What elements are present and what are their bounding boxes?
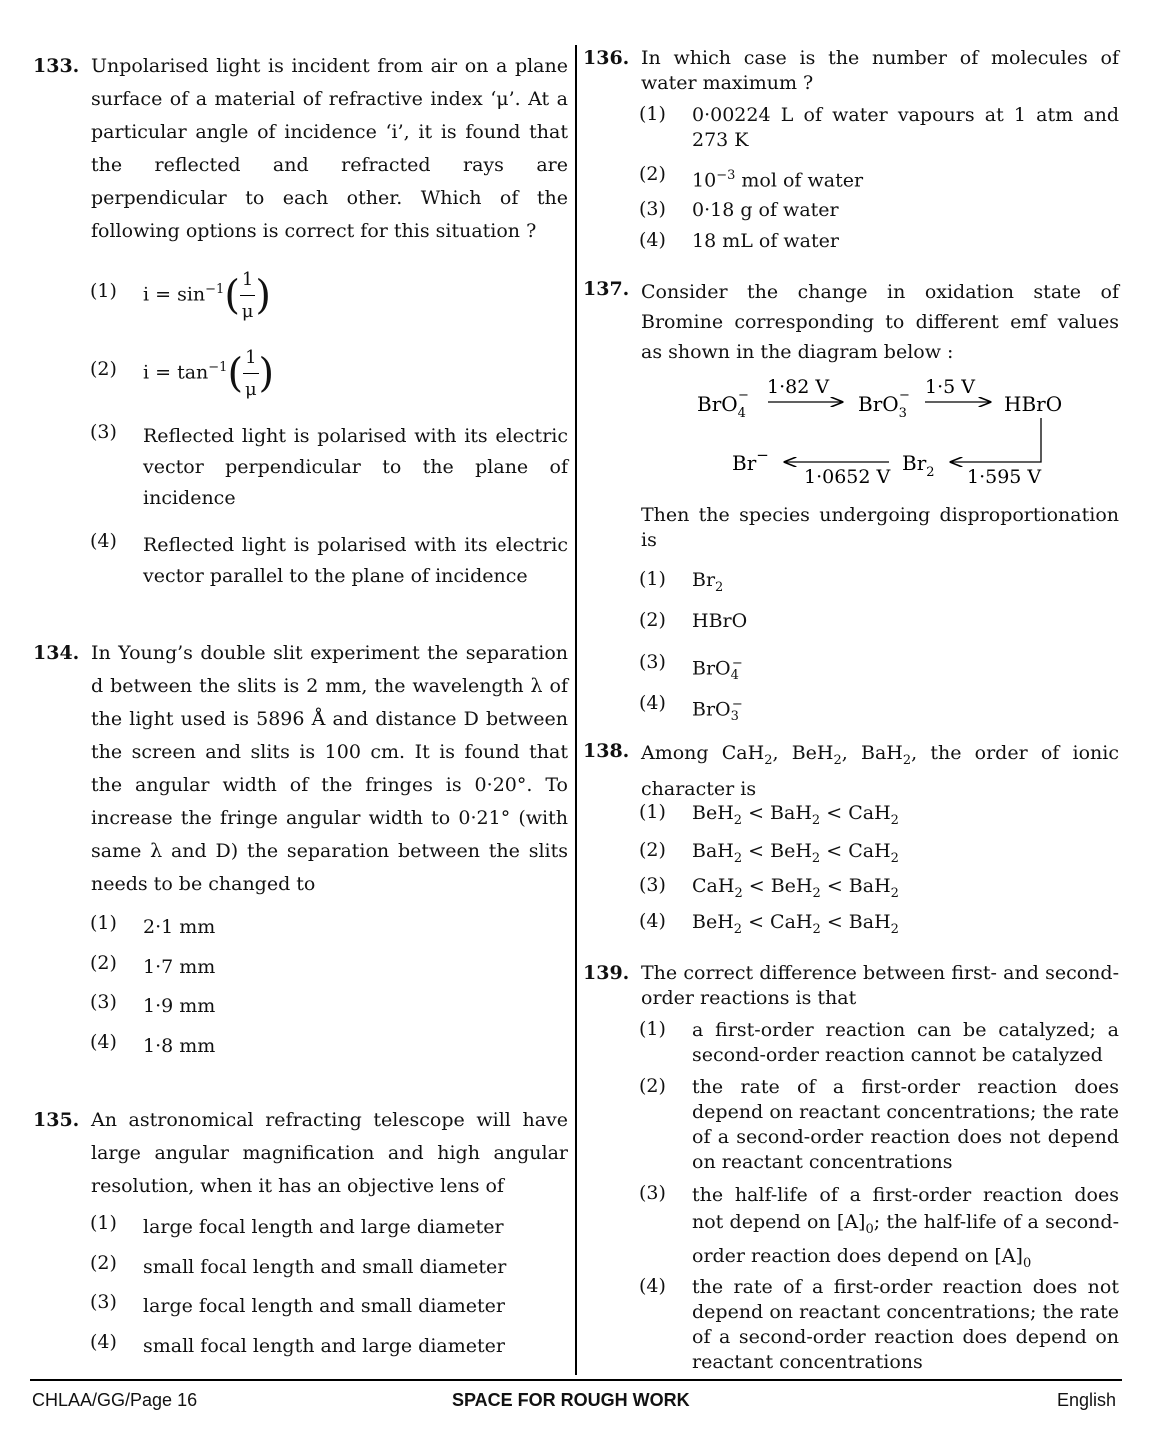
option-2[interactable]: (2) the rate of a first-order reaction does depend on reactant concentrations; the rate of a second-order reaction does not depend on reactant concentrations: [639, 1075, 1119, 1173]
option-2[interactable]: [0, 342, 575, 402]
species-br-minus: Br−: [732, 446, 769, 475]
language-label: English: [1057, 1390, 1117, 1410]
page-code: CHLAA/GG/Page 16: [32, 1390, 198, 1410]
option-text: Reflected light is polarised with its electric vector parallel to the plane of incidence: [143, 534, 568, 587]
species-br2: $Br_2$: [902, 451, 935, 480]
option-3[interactable]: (3) the half-life of a first-order reaction does not depend on $[A]_0$; the half-life of a second-order reaction does depend on $[A]_0$: [639, 1182, 1119, 1271]
option-formula: $i = \sin^{-1}$( $\frac{1}{\mu}$ ): [143, 264, 568, 327]
question-number: 134.: [33, 642, 80, 664]
option-formula: $i = \tan^{-1}$( $\frac{1}{\mu}$ ): [143, 342, 568, 405]
bromine-emf-diagram: [677, 370, 1097, 495]
question-number: 133.: [33, 55, 80, 77]
option-1[interactable]: [0, 264, 575, 324]
emf-1: 1·82 V: [767, 376, 830, 398]
footer-rule: [30, 1379, 1122, 1381]
arrow-3: [951, 418, 1041, 462]
question-text: In Young’s double slit experiment the separation d between the slits is 2 mm, the wavelength λ of the light used is 5896 Å and distance D between the screen and slits is 100 cm. It is found that the angular width of the fringes is 0·20°. To increase the fringe angular width to 0·21° (with same λ and D) the separation between the slits needs to be changed to: [91, 642, 568, 895]
question-number: 138.: [583, 740, 630, 762]
option-1[interactable]: (1) 0·00224 L of water vapours at 1 atm and 273 K: [639, 103, 1119, 151]
emf-2: 1·5 V: [925, 376, 975, 398]
emf-4: 1·0652 V: [804, 466, 891, 488]
question-number: 136.: [583, 47, 630, 69]
question-number: 139.: [583, 962, 630, 984]
option-1[interactable]: (1) a first-order reaction can be catalyzed; a second-order reaction cannot be catalyzed: [639, 1018, 1119, 1066]
question-text: Consider the change in oxidation state of Bromine corresponding to different emf values as shown in the diagram below :: [641, 281, 1119, 363]
question-number: 135.: [33, 1109, 80, 1131]
question-text: An astronomical refracting telescope will have large angular magnification and high angular resolution, when it has an objective lens of: [91, 1109, 568, 1197]
option-number: (1): [90, 280, 117, 302]
option-number: (4): [90, 530, 117, 552]
emf-3: 1·595 V: [967, 466, 1042, 488]
question-text: In which case is the number of molecules of water maximum ?: [641, 47, 1119, 94]
option-number: (2): [90, 358, 117, 380]
option-4[interactable]: (4) the rate of a first-order reaction does not depend on reactant concentrations; the rate of a second-order reaction does depend on reactant concentrations: [639, 1275, 1119, 1373]
option-4[interactable]: [0, 530, 575, 595]
option-3[interactable]: [0, 421, 575, 516]
question-text: Among CaH$_2$, BeH$_2$, BaH$_2$, the order of ionic character is: [641, 742, 1119, 800]
question-text: Unpolarised light is incident from air on a plane surface of a material of refractive index ‘μ’. At a particular angle of incidence ‘i’, it is found that the reflected and refracted rays are perpendicular to each other. Which of the following options is correct for this situation ?: [91, 55, 568, 242]
question-text-2: Then the species undergoing disproportionation is: [641, 504, 1119, 551]
species-bro3: BrO$_3$−: [858, 388, 910, 421]
option-text: Reflected light is polarised with its electric vector perpendicular to the plane of incidence: [143, 425, 568, 509]
question-text: The correct difference between first- and second-order reactions is that: [641, 962, 1119, 1009]
rough-work-label: SPACE FOR ROUGH WORK: [452, 1390, 690, 1410]
species-hbro: HBrO: [1004, 392, 1063, 416]
option-number: (3): [90, 421, 117, 443]
species-bro4: BrO$_4$−: [697, 388, 749, 421]
question-number: 137.: [583, 278, 630, 300]
